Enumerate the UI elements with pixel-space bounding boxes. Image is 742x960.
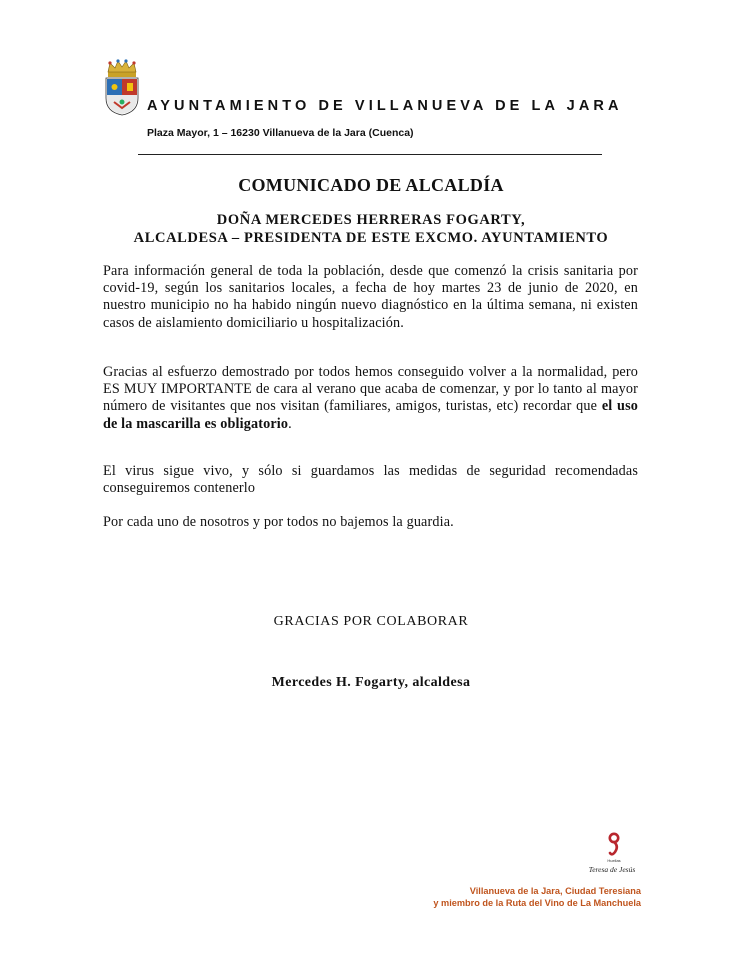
paragraph-mask-end: .	[288, 415, 292, 432]
paragraph-guard: Por cada uno de nosotros y por todos no bajemos la guardia.	[103, 514, 454, 530]
svg-text:Huellas: Huellas	[607, 858, 621, 863]
document-title: COMUNICADO DE ALCALDÍA	[238, 175, 504, 195]
footer-wine-route-line: y miembro de la Ruta del Vino de La Manchuela	[433, 898, 641, 908]
paragraph-virus: El virus sigue vivo, y sólo si guardamos las medidas de seguridad recomendadas conseguiremos contenerlo	[103, 463, 638, 497]
closing-thanks: GRACIAS POR COLABORAR	[273, 614, 469, 629]
council-name: AYUNTAMIENTO DE VILLANUEVA DE LA JARA	[147, 98, 623, 114]
signature: Mercedes H. Fogarty, alcaldesa	[271, 675, 471, 690]
paragraph-status: Para información general de toda la población, desde que comenzó la crisis sanitaria por covid-19, según los sanitarios locales, a fecha de hoy martes 23 de junio de 2020, en nuestro municipio no ha habido ningún nuevo diagnóstico en la última semana, ni existen casos de aislamiento domiciliario u hospitalización.	[103, 263, 638, 331]
footer-town-line: Villanueva de la Jara, Ciudad Teresiana	[469, 886, 641, 896]
mayor-position: ALCALDESA – PRESIDENTA DE ESTE EXCMO. AYUNTAMIENTO	[133, 230, 609, 246]
coat-of-arms-icon	[102, 58, 142, 116]
paragraph-mask-text: Gracias al esfuerzo demostrado por todos hemos conseguido volver a la normalidad, pero ES MUY IMPORTANTE de cara al verano que acaba de comenzar, y por lo tanto al mayor número de visitantes que nos visitan (familiares, amigos, turistas, etc) recordar que	[103, 364, 638, 415]
huellas-route-logo-icon	[588, 832, 636, 880]
council-address: Plaza Mayor, 1 – 16230 Villanueva de la Jara (Cuenca)	[147, 127, 414, 139]
mayor-name: DOÑA MERCEDES HERRERAS FOGARTY,	[216, 212, 526, 228]
header-divider	[138, 154, 602, 155]
mask-mandatory-emphasis: el uso de la mascarilla es obligatorio	[103, 398, 638, 432]
svg-text:Teresa de Jesús: Teresa de Jesús	[588, 865, 636, 874]
paragraph-mask-reminder	[103, 364, 638, 433]
